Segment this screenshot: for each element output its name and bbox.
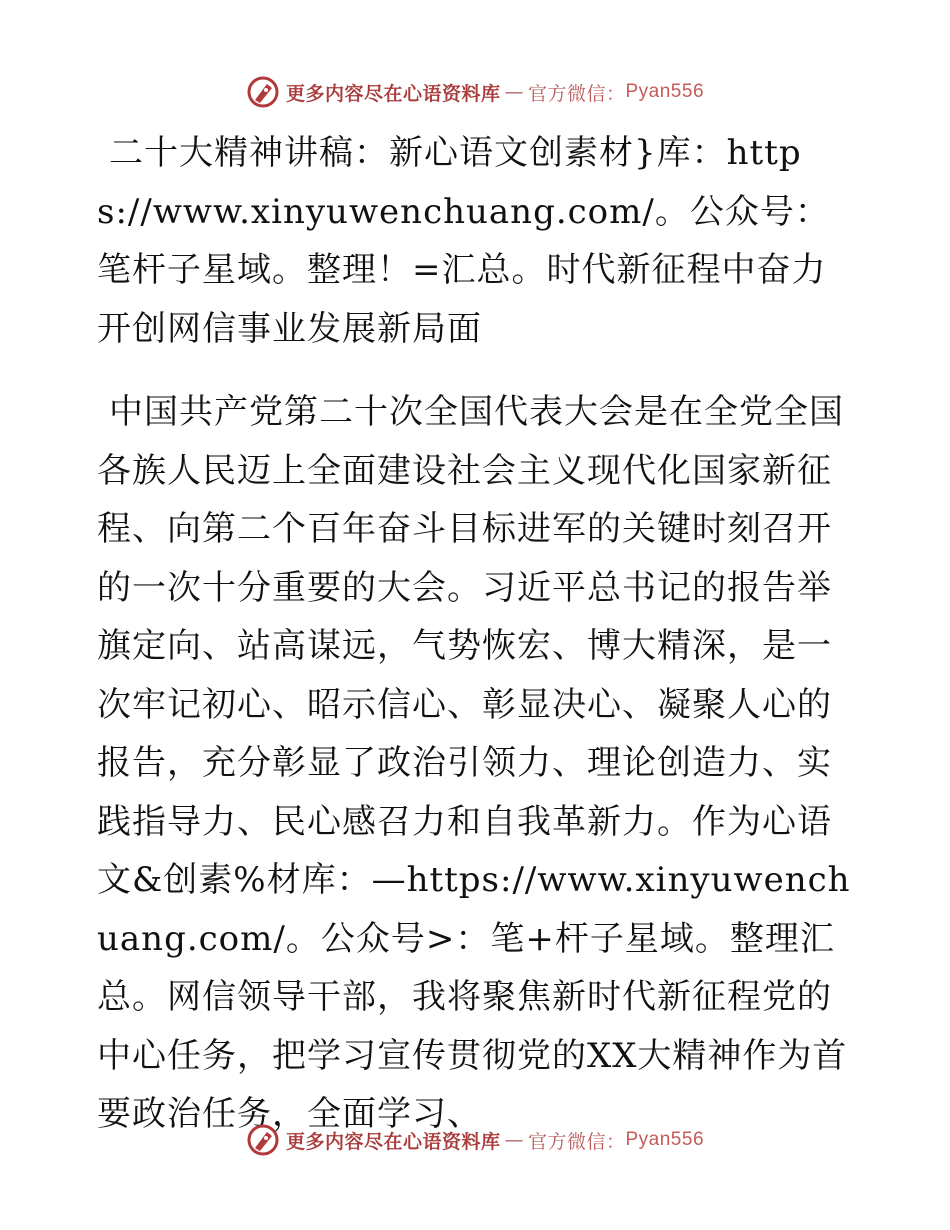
- pen-nib-logo-icon: [246, 1123, 280, 1157]
- paragraph-body: 中国共产党第二十次全国代表大会是在全党全国各族人民迈上全面建设社会主义现代化国家新征程、向第二个百年奋斗目标进军的关键时刻召开的一次十分重要的大会。习近平总书记的报告举旗定向、站高谋远，气势恢宏、博大精深，是一次牢记初心、昭示信心、彰显决心、凝聚人心的报告，充分彰显了政治引领力、理论创造力、实践指导力、民心感召力和自我革新力。作为心语文&创素%材库：—https://www.xinyuwenchuang.com/。公众号>：笔+杆子星域。整理汇总。网信领导干部，我将聚焦新时代新征程党的中心任务，把学习宣传贯彻党的XX大精神作为首要政治任务，全面学习、: [97, 392, 851, 1134]
- banner-separator: —: [504, 81, 524, 103]
- banner-wechat-label: 官方微信：: [527, 1130, 626, 1153]
- banner-wechat-handle: Pyan556: [625, 1129, 705, 1150]
- banner-wechat-label: 官方微信：: [527, 82, 626, 105]
- header-watermark-banner: [0, 72, 950, 112]
- pen-nib-logo-icon: [246, 75, 280, 109]
- banner-wechat-handle: Pyan556: [625, 81, 705, 102]
- banner-main-text: 更多内容尽在心语资料库: [285, 1130, 501, 1153]
- paragraph-title: 二十大精神讲稿：新心语文创素材}库：https://www.xinyuwenchuang.com/。公众号：笔杆子星域。整理！=汇总。时代新征程中奋力开创网信事业发展新局面: [97, 133, 830, 349]
- document-body: [97, 124, 857, 1144]
- footer-watermark-banner: [0, 1120, 950, 1160]
- banner-separator: —: [504, 1129, 524, 1151]
- banner-main-text: 更多内容尽在心语资料库: [285, 82, 501, 105]
